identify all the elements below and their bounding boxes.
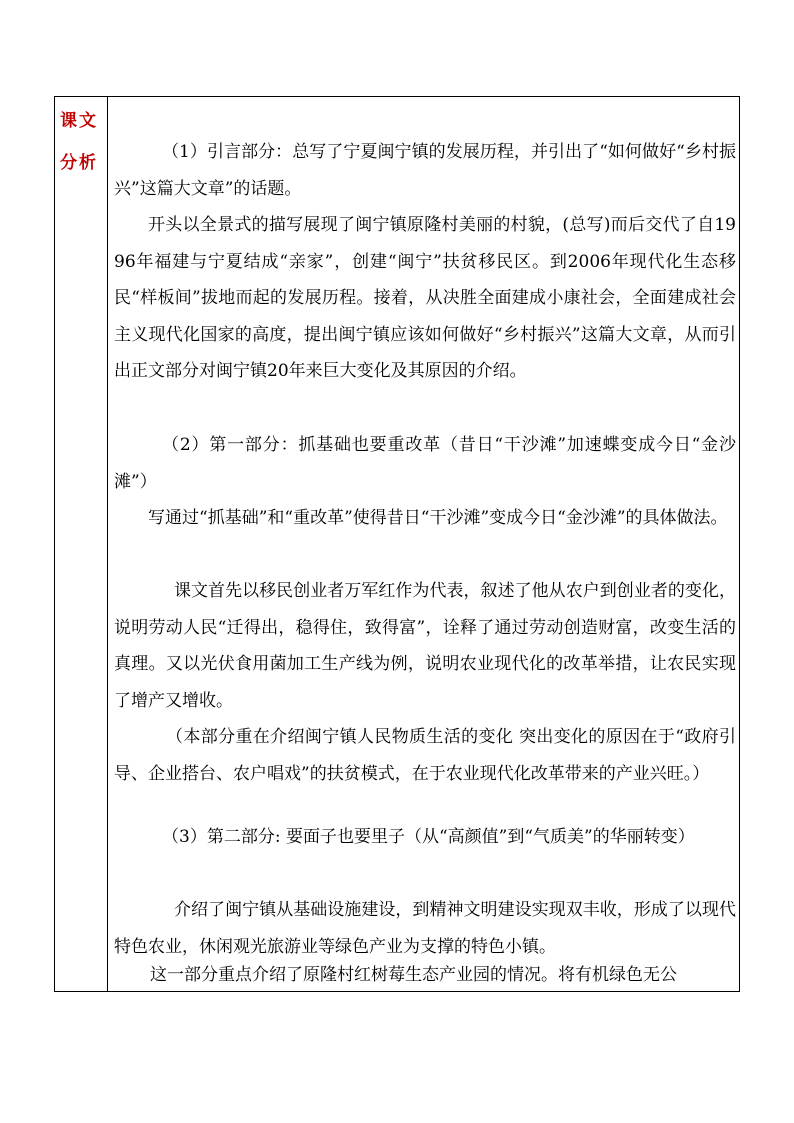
paragraph-intro-body: 开头以全景式的描写展现了闽宁镇原隆村美丽的村貌，(总写)而后交代了自1996年福建与宁夏结成“亲家”，创建“闽宁”扶贫移民区。到2006年现代化生态移民“样板间”拔地而起的发展历程。接着，从决胜全面建成小康社会，全面建成社会主义现代化国家的高度，提出闽宁镇应该如何做好“乡村振兴”这篇大文章，从而引出正文部分对闽宁镇20年来巨大变化及其原因的介绍。	[114, 215, 736, 382]
section-label-line-2: 分析	[60, 153, 98, 173]
paragraph-part1-summary: 写通过“抓基础”和“重改革”使得昔日“干沙滩”变成今日“金沙滩”的具体做法。	[148, 508, 728, 528]
section-label-cell	[55, 97, 108, 991]
paragraph-intro-heading: （1）引言部分：总写了宁夏闽宁镇的发展历程，并引出了“如何做好“乡村振兴”这篇大文章”的话题。	[114, 142, 736, 199]
paragraph-part1-heading: （2）第一部分：抓基础也要重改革（昔日“干沙滩”加速蝶变成今日“金沙滩”）	[114, 435, 736, 492]
paragraph-part1-note: （本部分重在介绍闽宁镇人民物质生活的变化 突出变化的原因在于“政府引导、企业搭台、农户唱戏”的扶贫模式，在于农业现代化改革带来的产业兴旺。）	[114, 727, 736, 784]
analysis-table	[54, 96, 740, 992]
paragraph-part2-detail: 这一部分重点介绍了原隆村红树莓生态产业园的情况。将有机绿色无公	[150, 965, 677, 985]
analysis-content-cell	[108, 97, 740, 991]
paragraph-part1-body: 课文首先以移民创业者万军红作为代表，叙述了他从农户到创业者的变化，说明劳动人民“迁得出，稳得住，致得富”，诠释了通过劳动创造财富，改变生活的真理。又以光伏食用菌加工生产线为例，说明农业现代化的改革举措，让农民实现了增产又增收。	[114, 581, 736, 711]
paragraph-part2-heading: （3）第二部分: 要面子也要里子（从“高颜值”到“气质美”的华丽转变）	[162, 827, 695, 847]
paragraph-part2-body: 介绍了闽宁镇从基础设施建设，到精神文明建设实现双丰收，形成了以现代特色农业，休闲观光旅游业等绿色产业为支撑的特色小镇。	[114, 900, 736, 957]
section-label-line-1: 课文	[60, 111, 98, 131]
